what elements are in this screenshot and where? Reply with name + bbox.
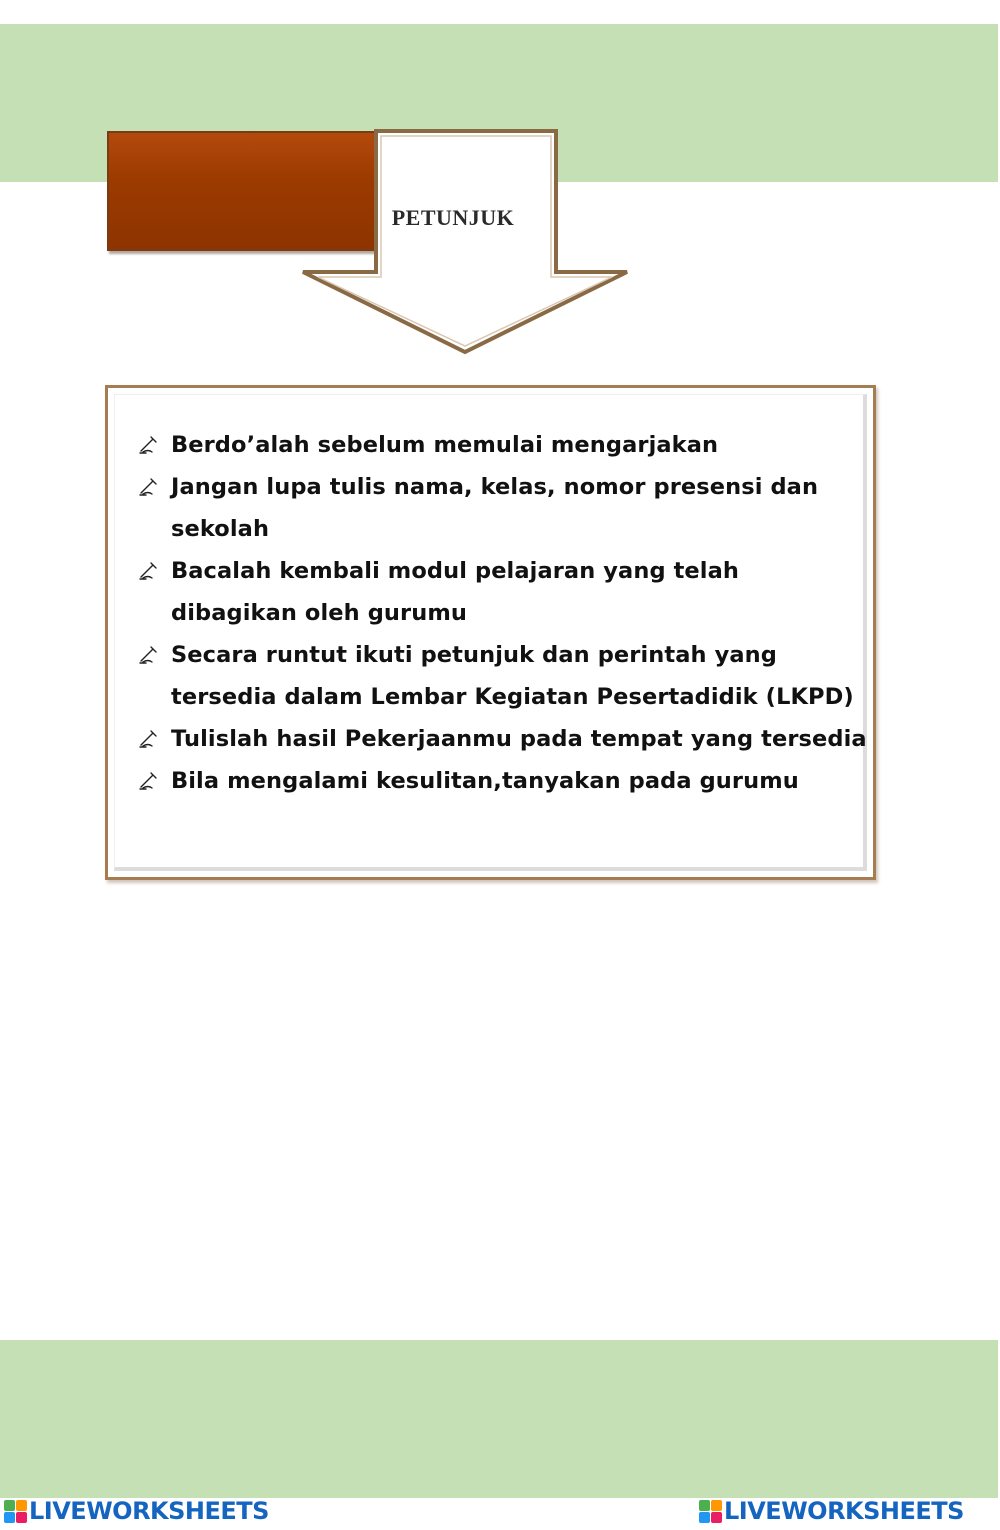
instruction-text: Bacalah kembali modul pelajaran yang telah dibagikan oleh gurumu — [171, 558, 740, 626]
logo-text: LIVEWORKSHEETS — [29, 1497, 269, 1525]
liveworksheets-logo-icon — [4, 1500, 27, 1523]
writing-hand-icon — [138, 559, 160, 581]
writing-hand-icon — [138, 643, 160, 665]
arrow-label: PETUNJUK — [391, 205, 515, 230]
list-item — [138, 466, 868, 550]
writing-hand-icon — [138, 769, 160, 791]
liveworksheets-logo-right[interactable] — [699, 1496, 964, 1526]
liveworksheets-logo-left[interactable] — [4, 1496, 269, 1526]
writing-hand-icon — [138, 727, 160, 749]
instruction-text: Secara runtut ikuti petunjuk dan perintah yang tersedia dalam Lembar Kegiatan Pesertadidik (LKPD) — [171, 642, 854, 710]
liveworksheets-logo-icon — [699, 1500, 722, 1523]
instructions-list — [138, 424, 868, 802]
logo-text: LIVEWORKSHEETS — [724, 1497, 964, 1525]
list-item — [138, 550, 868, 634]
instructions-box — [105, 385, 876, 880]
writing-hand-icon — [138, 433, 160, 455]
instruction-text: Tulislah hasil Pekerjaanmu pada tempat yang tersedia — [171, 726, 867, 752]
writing-hand-icon — [138, 475, 160, 497]
list-item — [138, 634, 868, 718]
down-arrow-shape — [0, 0, 1000, 380]
list-item — [138, 718, 868, 760]
instruction-text: Jangan lupa tulis nama, kelas, nomor presensi dan sekolah — [171, 474, 819, 542]
list-item — [138, 424, 868, 466]
instruction-text: Bila mengalami kesulitan,tanyakan pada gurumu — [171, 768, 799, 794]
bottom-green-band — [0, 1340, 998, 1498]
instruction-text: Berdo’alah sebelum memulai mengarjakan — [171, 432, 719, 458]
list-item — [138, 760, 868, 802]
